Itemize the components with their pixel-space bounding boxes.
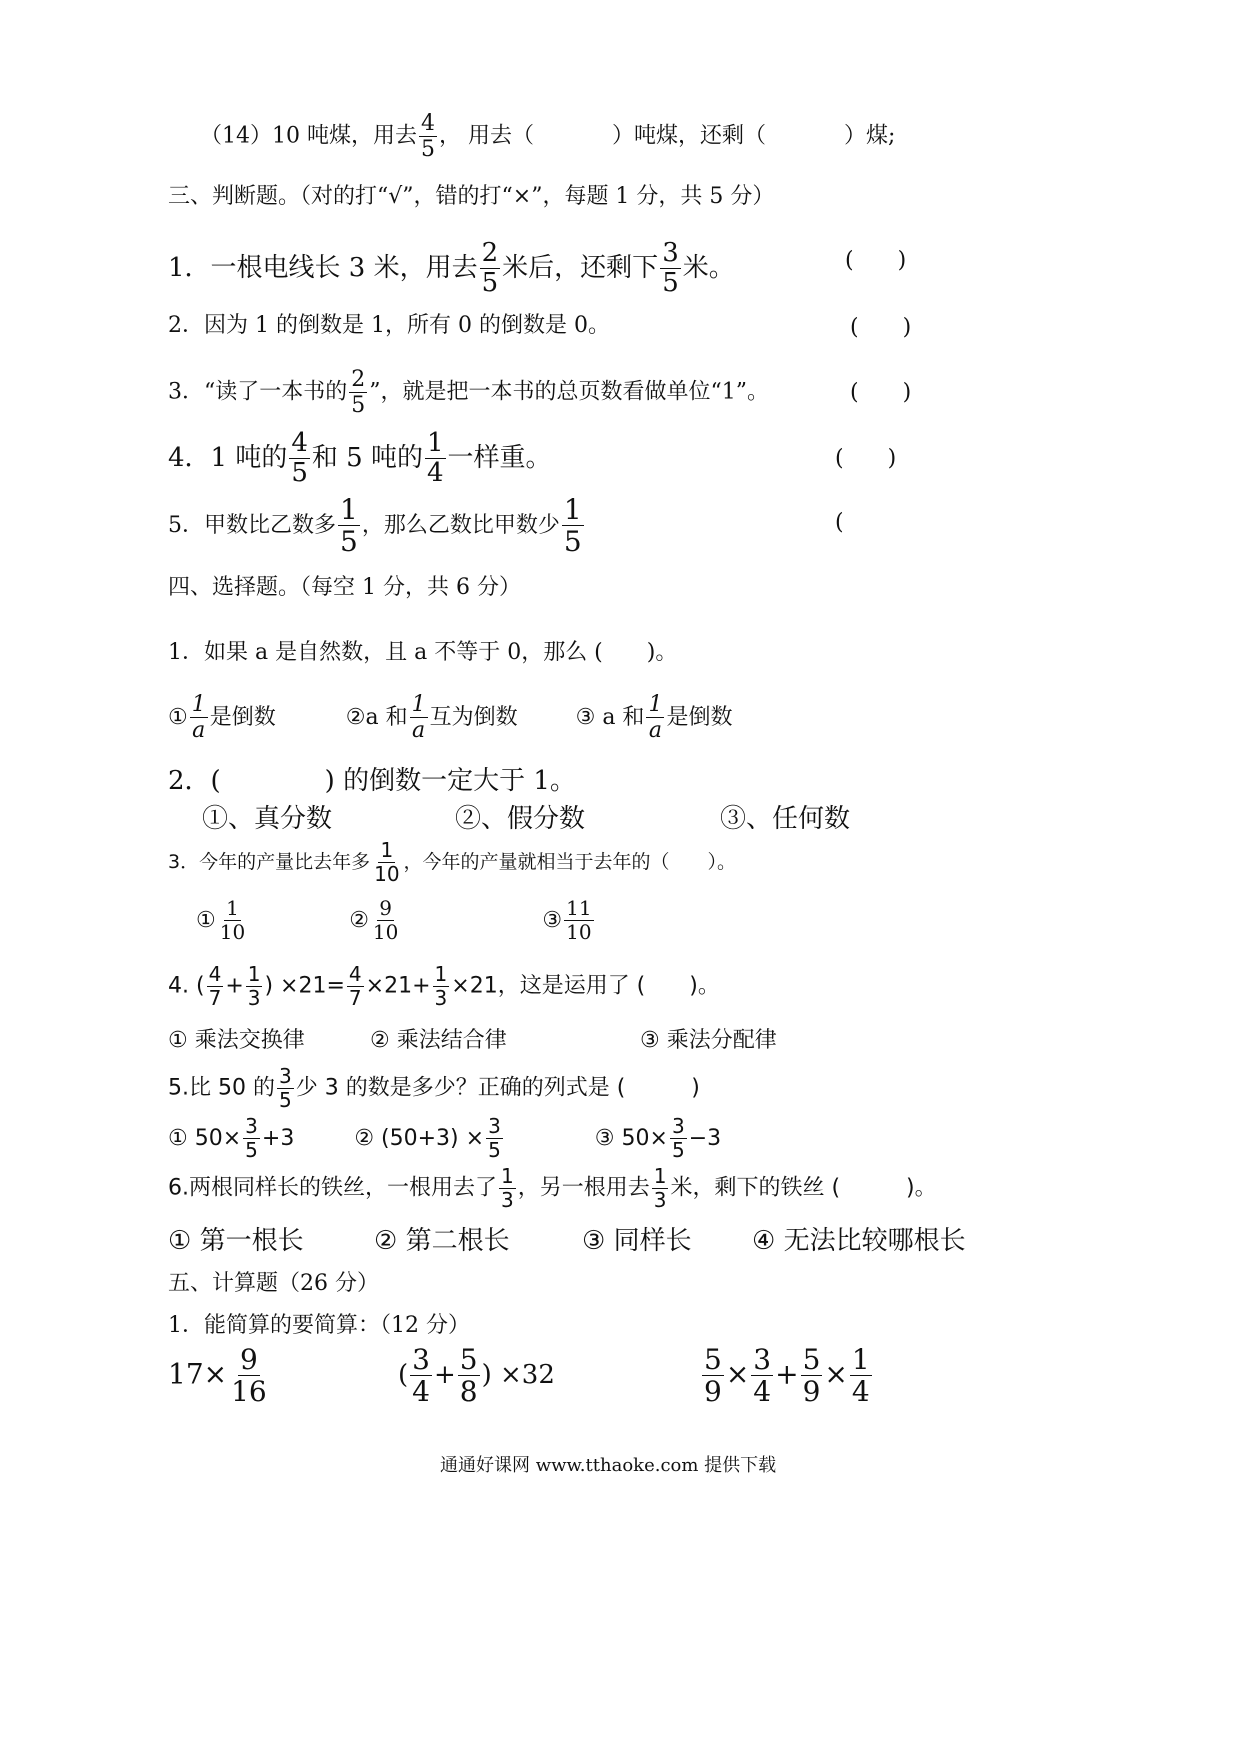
choice-q6-option-4[interactable]: ④ 无法比较哪根长	[752, 1226, 966, 1256]
choice-q4-option-1[interactable]: ① 乘法交换律	[168, 1028, 305, 1053]
section-5-title: 五、计算题（26 分）	[168, 1271, 379, 1296]
choice-q2: 2．( ) 的倒数一定大于 1。	[168, 766, 576, 796]
question-14: （14）10 吨煤，用去 $\frac{4}{5}$ ， 用去（ ）吨煤，还剩（ ）煤;	[200, 111, 896, 163]
answer-bracket[interactable]: ( )	[850, 315, 912, 340]
section-3-title: 三、判断题。（对的打“√”，错的打“×”，每题 1 分，共 5 分）	[168, 184, 775, 209]
footer: 通通好课网 www.tthaoke.com 提供下载	[440, 1455, 777, 1476]
section-4-title: 四、选择题。（每空 1 分，共 6 分）	[168, 575, 521, 600]
judge-item-4: 4．1 吨的 $\frac{4}{5}$ 和 5 吨的 $\frac{1}{4}$ 一样重。	[168, 428, 552, 489]
judge-item-1: 1．一根电线长 3 米，用去 $\frac{2}{5}$ 米后，还剩下 $\frac{3}{5}$ 米。	[168, 238, 735, 299]
calc-expression-2: ( $\frac{3}{4}$ + $\frac{5}{8}$ ) ×32	[398, 1343, 555, 1409]
answer-bracket[interactable]: (	[835, 510, 844, 535]
choice-q3-options	[196, 898, 596, 943]
choice-q6-option-3[interactable]: ③ 同样长	[582, 1226, 692, 1256]
choice-q2-option-1[interactable]: ①、真分数	[202, 804, 333, 834]
choice-q6-option-1[interactable]: ① 第一根长	[168, 1226, 304, 1256]
option-3[interactable]: ③ 50× $\frac{3}{5}$ −3	[594, 1114, 722, 1162]
choice-q5: 5.比 50 的 $\frac{3}{5}$ 少 3 的数是多少？正确的列式是 ( )	[168, 1064, 700, 1112]
judge-item-2: 2．因为 1 的倒数是 1，所有 0 的倒数是 0。	[168, 313, 610, 338]
choice-q2-option-2[interactable]: ②、假分数	[455, 804, 586, 834]
option-1[interactable]: ① $\frac{1}{a}$ 是倒数	[168, 692, 276, 744]
option-1[interactable]: ① 50× $\frac{3}{5}$ +3	[168, 1114, 295, 1162]
choice-q4: 4. ( $\frac{4}{7}$ + $\frac{1}{3}$ ) ×21= $\frac{4}{7}$ ×21+ $\frac{1}{3}$ ×21，这是运用了 ( )。	[168, 962, 720, 1010]
option-3[interactable]: ③ a 和 $\frac{1}{a}$ 是倒数	[575, 692, 733, 744]
option-2[interactable]: ②a 和 $\frac{1}{a}$ 互为倒数	[345, 692, 518, 744]
choice-q4-option-3[interactable]: ③ 乘法分配律	[640, 1028, 777, 1053]
calc-expression-1: 17× $\frac{9}{16}$	[168, 1343, 267, 1409]
fraction: $\frac{4}{5}$	[420, 111, 435, 163]
option-2[interactable]: ② (50+3) × $\frac{3}{5}$	[354, 1114, 501, 1162]
judge-item-5: 5．甲数比乙数多 $\frac{1}{5}$ ，那么乙数比甲数少 $\frac{1}{5}$	[168, 493, 582, 559]
choice-q1: 1．如果 a 是自然数，且 a 不等于 0，那么 ( )。	[168, 640, 678, 665]
answer-bracket[interactable]: ( )	[845, 248, 907, 273]
choice-q6: 6.两根同样长的铁丝，一根用去了 $\frac{1}{3}$ ，另一根用去 $\frac{1}{3}$ 米，剩下的铁丝 ( )。	[168, 1164, 937, 1212]
answer-bracket[interactable]: ( )	[850, 380, 912, 405]
choice-q4-option-2[interactable]: ② 乘法结合律	[370, 1028, 507, 1053]
choice-q1-options	[168, 693, 732, 742]
choice-q3: 3．今年的产量比去年多 $\frac{1}{10}$ ，今年的产量就相当于去年的（ ）。	[168, 838, 737, 886]
option-1[interactable]: ① $\frac{1}{10}$	[196, 896, 246, 944]
judge-item-3: 3．“读了一本书的 $\frac{2}{5}$ ”，就是把一本书的总页数看做单位“1”。	[168, 367, 769, 419]
calc-expression-3: $\frac{5}{9}$ × $\frac{3}{4}$ + $\frac{5}{9}$ × $\frac{1}{4}$	[704, 1343, 870, 1409]
section-5-sub-1: 1．能简算的要简算：（12 分）	[168, 1313, 470, 1338]
option-3[interactable]: ③ $\frac{11}{10}$	[542, 896, 592, 944]
choice-q6-option-2[interactable]: ② 第二根长	[374, 1226, 510, 1256]
choice-q5-options	[168, 1116, 721, 1161]
choice-q2-option-3[interactable]: ③、任何数	[720, 804, 851, 834]
answer-bracket[interactable]: ( )	[835, 446, 897, 471]
option-2[interactable]: ② $\frac{9}{10}$	[349, 896, 399, 944]
